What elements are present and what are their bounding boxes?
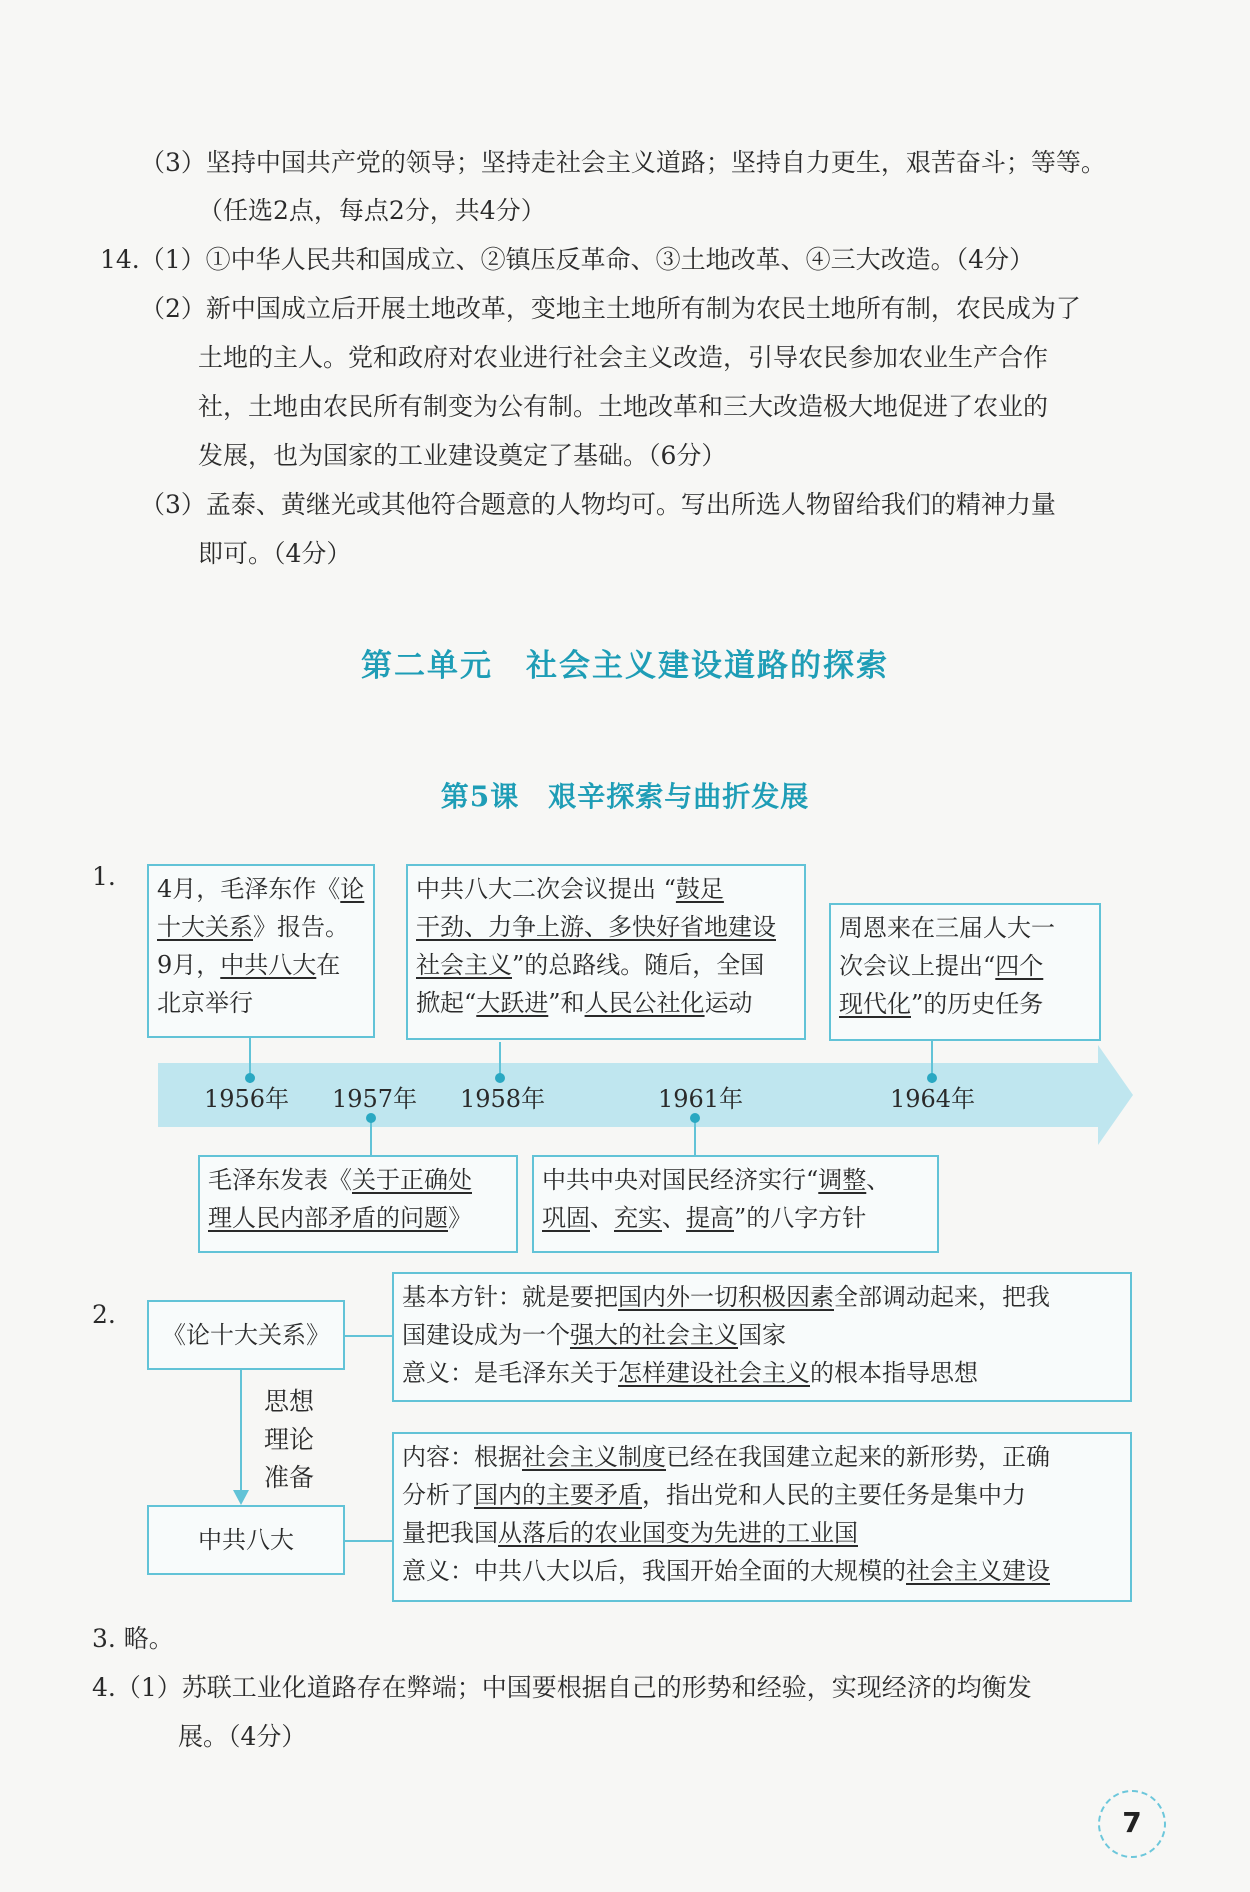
year-label: 1961年 <box>658 1085 744 1113</box>
connector-top <box>345 1335 392 1337</box>
timeline-arrow <box>158 1045 1138 1145</box>
box-lunshi: 《论十大关系》 <box>147 1300 345 1370</box>
timeline-box-1957: 毛泽东发表《关于正确处 理人民内部矛盾的问题》 <box>198 1155 518 1253</box>
year-label: 1958年 <box>460 1085 546 1113</box>
arrow-label-1: 思想 <box>264 1387 315 1416</box>
arrow-label-2: 理论 <box>264 1425 315 1454</box>
down-arrow <box>228 1370 254 1506</box>
q3-answer: 3. 略。 <box>92 1624 174 1653</box>
dot-1961 <box>690 1113 700 1123</box>
q14-part1: 14.（1）①中华人民共和国成立、②镇压反革命、③土地改革、④三大改造。（4分） <box>100 245 1035 274</box>
timeline-box-1958: 中共八大二次会议提出 “鼓足 干劲、力争上游、多快好省地建设 社会主义”的总路线。随后，全国 掀起“大跃进”和人民公社化运动 <box>406 864 806 1040</box>
dot-1958 <box>495 1073 505 1083</box>
arrow-label-3: 准备 <box>264 1463 315 1492</box>
q2-number: 2. <box>92 1300 116 1329</box>
q13-part3-line2: （任选2点，每点2分，共4分） <box>198 196 546 225</box>
unit-title: 第二单元 社会主义建设道路的探索 <box>361 648 889 684</box>
dot-1957 <box>366 1113 376 1123</box>
timeline-box-1956: 4月，毛泽东作《论 十大关系》报告。 9月，中共八大在 北京举行 <box>147 864 375 1038</box>
stem-1961 <box>694 1118 696 1156</box>
q1-number: 1. <box>92 862 116 891</box>
dot-1956 <box>245 1073 255 1083</box>
stem-1957 <box>370 1118 372 1158</box>
q14-part2-line3: 社，土地由农民所有制变为公有制。土地改革和三大改造极大地促进了农业的 <box>198 392 1049 421</box>
q4-line2: 展。（4分） <box>178 1722 307 1751</box>
q14-part3-line1: （3）孟泰、黄继光或其他符合题意的人物均可。写出所选人物留给我们的精神力量 <box>140 490 1056 519</box>
box-content: 内容：根据社会主义制度已经在我国建立起来的新形势，正确 分析了国内的主要矛盾，指出党和人民的主要任务是集中力 量把我国从落后的农业国变为先进的工业国 意义：中共八大以后，我国开始全面的大规模的社会主义建设 <box>392 1432 1132 1602</box>
q4-line1: 4.（1）苏联工业化道路存在弊端；中国要根据自己的形势和经验，实现经济的均衡发 <box>92 1673 1032 1702</box>
lesson-title: 第5课 艰辛探索与曲折发展 <box>440 780 810 813</box>
year-label: 1956年 <box>204 1085 290 1113</box>
dot-1964 <box>927 1073 937 1083</box>
box-basic-policy: 基本方针：就是要把国内外一切积极因素全部调动起来，把我 国建设成为一个强大的社会主义国家 意义：是毛泽东关于怎样建设社会主义的根本指导思想 <box>392 1272 1132 1402</box>
q14-part3-line2: 即可。（4分） <box>198 539 352 568</box>
q14-part2-line1: （2）新中国成立后开展土地改革，变地主土地所有制为农民土地所有制，农民成为了 <box>140 294 1081 323</box>
year-label: 1957年 <box>332 1085 418 1113</box>
q14-part2-line4: 发展，也为国家的工业建设奠定了基础。（6分） <box>198 441 727 470</box>
timeline-box-1964: 周恩来在三届人大一 次会议上提出“四个 现代化”的历史任务 <box>829 903 1101 1041</box>
q14-part2-line2: 土地的主人。党和政府对农业进行社会主义改造，引导农民参加农业生产合作 <box>198 343 1049 372</box>
year-label: 1964年 <box>890 1085 976 1113</box>
connector-bottom <box>345 1540 392 1542</box>
timeline-box-1961: 中共中央对国民经济实行“调整、 巩固、充实、提高”的八字方针 <box>532 1155 939 1253</box>
box-bada: 中共八大 <box>147 1505 345 1575</box>
q13-part3-line1: （3）坚持中国共产党的领导；坚持走社会主义道路；坚持自力更生，艰苦奋斗；等等。 <box>140 148 1106 177</box>
page-number: 7 <box>1098 1790 1166 1858</box>
